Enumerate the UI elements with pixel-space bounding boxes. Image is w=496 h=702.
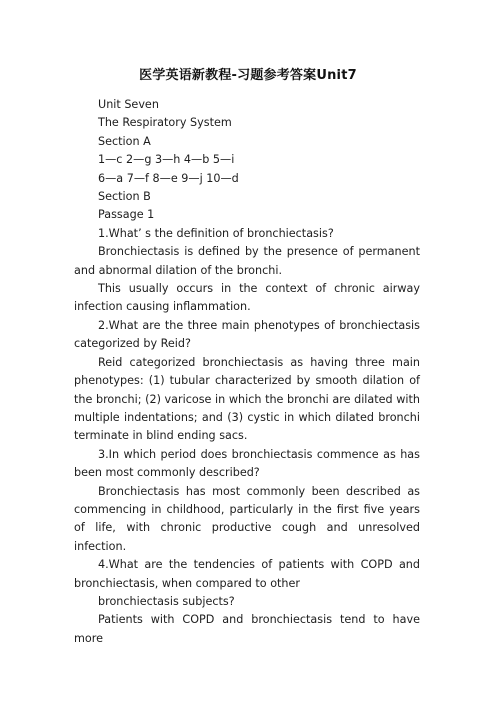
document-title: 医学英语新教程-习题参考答案Unit7 xyxy=(139,68,357,83)
question-2: 2.What are the three main phenotypes of bronchiectasis categorized by Reid? xyxy=(74,318,420,351)
answer-4-paragraph: Patients with COPD and bronchiectasis tend to have more xyxy=(74,613,420,645)
question-4: 4.What are the tendencies of patients with COPD and bronchiectasis, when compared to other xyxy=(74,558,420,590)
passage-heading: Passage 1 xyxy=(98,208,155,222)
section-a-heading: Section A xyxy=(98,134,151,148)
question-3: 3.In which period does bronchiectasis commence as has been most commonly described? xyxy=(74,447,420,480)
answer-key-row: 6—a 7—f 8—e 9—j 10—d xyxy=(98,171,239,185)
question-1: 1.What’ s the definition of bronchiectasis? xyxy=(98,226,334,240)
chapter-heading: The Respiratory System xyxy=(98,116,232,130)
answer-1-paragraph: Bronchiectasis is defined by the presence of permanent and abnormal dilation of the bronchi. xyxy=(74,245,420,277)
answer-3-paragraph: Bronchiectasis has most commonly been described as commencing in childhood, particularly in the first five years of life, with chronic productive cough and unresolved infection. xyxy=(74,484,420,553)
answer-2-paragraph: Reid categorized bronchiectasis as having three main phenotypes: (1) tubular characterized by smooth dilation of the bronchi; (2) varicose in which the bronchi are dilated with multiple indentations; and (3) cystic in which dilated bronchi terminate in blind ending sacs. xyxy=(74,355,420,443)
document-body xyxy=(74,96,420,648)
answer-key-row: 1—c 2—g 3—h 4—b 5—i xyxy=(98,153,235,167)
answer-1-paragraph: This usually occurs in the context of chronic airway infection causing inflammation. xyxy=(74,282,420,314)
section-b-heading: Section B xyxy=(98,190,151,204)
unit-heading: Unit Seven xyxy=(98,98,159,111)
question-4-continuation: bronchiectasis subjects? xyxy=(98,594,235,608)
